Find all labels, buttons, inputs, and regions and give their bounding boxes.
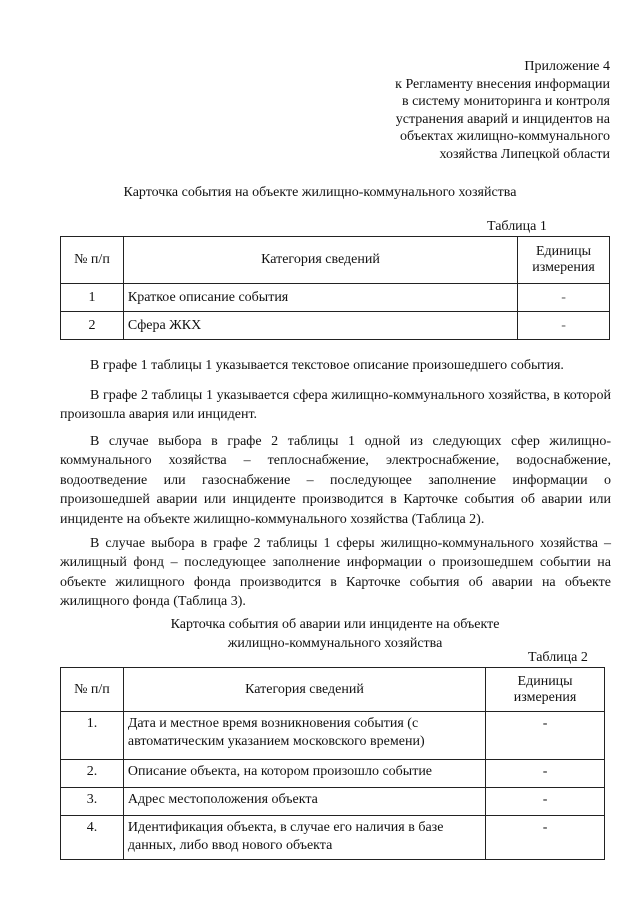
appendix-line: устранения аварий и инцидентов на [395,111,610,127]
table-2 [60,667,605,860]
table-row [61,312,610,340]
paragraph-3: В случае выбора в графе 2 таблицы 1 одной из следующих сфер жилищно-коммунального хозяйства – теплоснабжение, электроснабжение, водоснабжение, водоотведение или газоснабжение – последующее заполнение информации о произошедшей аварии или инциденте производится в Карточке события об аварии или инциденте на объекте жилищно-коммунального хозяйства (Таблица 2). [60,434,611,527]
row-unit: - [486,760,605,788]
row-unit: - [486,788,605,816]
row-num: 1. [61,712,124,760]
paragraph-2: В графе 2 таблицы 1 указывается сфера жилищно-коммунального хозяйства, в которой произошла авария или инцидент. [60,388,611,423]
card2-title-line: Карточка события об аварии или инциденте на объекте [170,617,500,632]
row-category: Адрес местоположения объекта [123,788,485,816]
header-num: № п/п [61,668,124,712]
table-header-row [61,668,605,712]
header-category: Категория сведений [123,237,517,284]
paragraph-1: В графе 1 таблицы 1 указывается текстовое описание произошедшего события. [90,358,564,373]
card2-title [0,615,640,653]
table-row [61,816,605,860]
table-row [61,712,605,760]
header-units: Единицы измерения [518,237,610,284]
appendix-line: Приложение 4 [524,59,610,74]
row-category: Краткое описание события [123,284,517,312]
row-num: 4. [61,816,124,860]
row-category: Описание объекта, на котором произошло событие [123,760,485,788]
appendix-line: хозяйства Липецкой области [439,146,610,162]
paragraph-4: В случае выбора в графе 2 таблицы 1 сферы жилищно-коммунального хозяйства – жилищный фонд – последующее заполнение информации о произошедшем событии на объекте жилищного фонда производится в Карточке события об аварии на объекте жилищного фонда (Таблица 3). [60,536,611,610]
table-header-row [61,237,610,284]
table-row [61,284,610,312]
table2-label: Таблица 2 [528,650,588,665]
appendix-line: объектах жилищно-коммунального [399,129,610,144]
row-num: 2 [61,312,124,340]
row-unit: - [486,816,605,860]
row-unit: - [518,312,610,340]
row-unit: - [486,712,605,760]
header-category: Категория сведений [123,668,485,712]
row-num: 1 [61,284,124,312]
appendix-line: к Регламенту внесения информации [395,76,610,92]
row-category: Сфера ЖКХ [123,312,517,340]
table1-label: Таблица 1 [487,219,547,234]
header-num: № п/п [61,237,124,284]
header-units: Единицы измерения [486,668,605,712]
card2-title-line: жилищно-коммунального хозяйства [227,636,443,651]
table-1 [60,236,610,340]
row-unit: - [518,284,610,312]
row-num: 2. [61,760,124,788]
row-category: Идентификация объекта, в случае его наличия в базе данных, либо ввод нового объекта [123,816,485,860]
table-row [61,760,605,788]
card1-title: Карточка события на объекте жилищно-коммунального хозяйства [123,185,517,200]
row-category: Дата и местное время возникновения события (с автоматическим указанием московского времени) [123,712,485,760]
appendix-line: в систему мониторинга и контроля [401,94,610,109]
row-num: 3. [61,788,124,816]
table-row [61,788,605,816]
appendix-header [310,58,610,163]
